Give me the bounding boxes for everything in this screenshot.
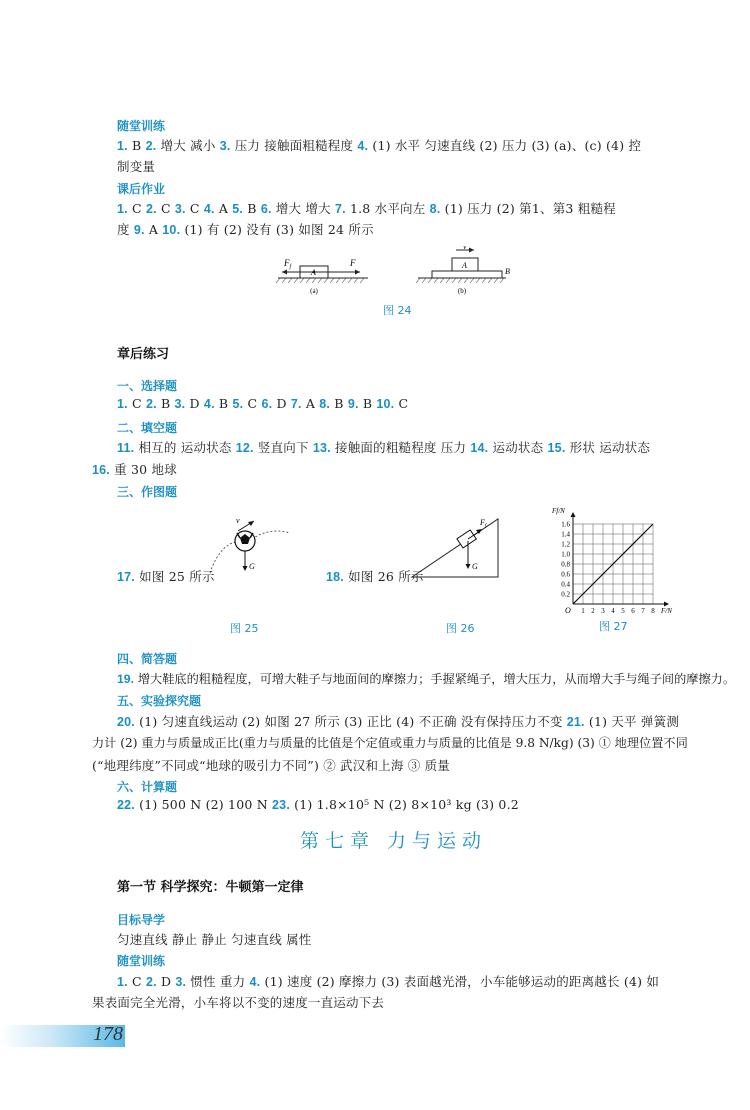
f-label: F xyxy=(350,258,356,268)
origin-label: O xyxy=(565,606,571,615)
section-heading: 三、作图题 xyxy=(117,485,178,499)
answer-line: 制变量 xyxy=(117,159,156,174)
answer-line: 19. 增大鞋底的粗糙程度，可增大鞋子与地面间的摩擦力；手握紧绳子，增大压力，从而增大手与绳子间的摩擦力。 xyxy=(117,672,736,686)
x-tick-label: 7 xyxy=(641,607,645,615)
section-heading: 六、计算题 xyxy=(117,780,178,794)
y-tick-label: 0.2 xyxy=(561,590,570,599)
answer-line: 22. (1) 500 N (2) 100 N 23. (1) 1.8×10⁵ N (2) 8×10³ kg (3) 0.2 xyxy=(117,797,519,812)
answer-line: 度 9. A 10. (1) 有 (2) 没有 (3) 如图 24 所示 xyxy=(117,222,374,237)
page-number: 178 xyxy=(93,1023,123,1045)
figure-caption: 图 25 xyxy=(230,622,259,635)
figure-25 xyxy=(200,513,300,583)
answer-line: (“地理纬度”不同或“地球的吸引力不同”) ② 武汉和上海 ③ 质量 xyxy=(92,758,451,773)
figure-27-chart xyxy=(545,500,685,615)
figure-caption: 图 26 xyxy=(446,622,475,635)
x-tick-label: 6 xyxy=(631,607,635,615)
section-heading: 五、实验探究题 xyxy=(117,694,202,708)
section-heading: 随堂训练 xyxy=(117,119,166,133)
x-tick-label: 5 xyxy=(621,607,625,615)
answer-line: 16. 重 30 地球 xyxy=(92,462,177,477)
v-label: v xyxy=(236,516,240,525)
x-tick-label: 1 xyxy=(581,607,585,615)
x-tick-label: 4 xyxy=(611,607,615,615)
y-tick-label: 1.0 xyxy=(561,550,570,559)
g-label: G xyxy=(472,562,478,571)
ff-label: $F_f$ xyxy=(284,258,292,270)
block-b-label: B xyxy=(505,267,510,276)
section-heading: 随堂训练 xyxy=(117,954,166,968)
x-axis-arrow xyxy=(664,602,669,607)
x-tick-label: 3 xyxy=(601,607,605,615)
x-tick-label: 8 xyxy=(651,607,655,615)
answer-line: 18. 如图 26 所示 xyxy=(326,569,424,584)
chapter-practice-heading: 章后练习 xyxy=(117,347,170,362)
answer-line: 1. B 2. 增大 减小 3. 压力 接触面粗糙程度 4. (1) 水平 匀速直线 (2) 压力 (3) (a)、(c) (4) 控 xyxy=(117,138,642,153)
answer-line: 17. 如图 25 所示 xyxy=(117,569,215,584)
figure-24 xyxy=(270,246,520,298)
figure-caption: 图 27 xyxy=(599,620,628,633)
y-tick-label: 0.6 xyxy=(561,570,570,579)
section-heading: 目标导学 xyxy=(117,913,166,927)
answer-line: 11. 相互的 运动状态 12. 竖直向下 13. 接触面的粗糙程度 压力 14. 运动状态 15. 形状 运动状态 xyxy=(117,440,651,455)
section-heading: 二、填空题 xyxy=(117,421,178,435)
figure-26 xyxy=(410,513,510,579)
lesson-title: 第一节 科学探究：牛顿第一定律 xyxy=(117,880,304,895)
y-tick-label: 1.6 xyxy=(561,520,570,529)
ff-label: $F_f$ xyxy=(480,518,487,529)
answer-line: 果表面完全光滑，小车将以不变的速度一直运动下去 xyxy=(92,995,385,1010)
g-label: G xyxy=(249,562,255,571)
answer-line: 1. C 2. B 3. D 4. B 5. C 6. D 7. A 8. B 9. B 10. C xyxy=(117,396,409,411)
y-tick-label: 0.8 xyxy=(561,560,570,569)
answer-line: 匀速直线 静止 静止 匀速直线 属性 xyxy=(117,932,312,947)
answer-line: 20. (1) 匀速直线运动 (2) 如图 27 所示 (3) 正比 (4) 不正确 没有保持压力不变 21. (1) 天平 弹簧测 xyxy=(117,714,680,729)
y-tick-label: 1.2 xyxy=(561,540,570,549)
y-tick-label: 1.4 xyxy=(561,530,570,539)
v-label: v xyxy=(463,246,467,251)
x-tick-label: 2 xyxy=(591,607,595,615)
answer-line: 力计 (2) 重力与质量成正比(重力与质量的比值是个定值或重力与质量的比值是 9.8 N/kg) (3) ① 地理位置不同 xyxy=(92,736,688,750)
figure-caption: 图 24 xyxy=(383,304,412,317)
section-heading: 四、简答题 xyxy=(117,652,178,666)
y-axis-label: Ff/N xyxy=(552,507,565,515)
chapter-title: 第七章 力与运动 xyxy=(300,830,488,852)
x-axis-label: F/N xyxy=(661,607,672,615)
sub-a: (a) xyxy=(310,287,318,295)
block-a-label: A xyxy=(311,268,316,277)
y-tick-label: 0.4 xyxy=(561,580,570,589)
block-a-label: A xyxy=(462,261,467,270)
answer-line: 1. C 2. C 3. C 4. A 5. B 6. 增大 增大 7. 1.8 水平向左 8. (1) 压力 (2) 第1、第3 粗糙程 xyxy=(117,201,616,216)
answer-line: 1. C 2. D 3. 惯性 重力 4. (1) 速度 (2) 摩擦力 (3) 表面越光滑，小车能够运动的距离越长 (4) 如 xyxy=(117,974,660,989)
y-axis-arrow xyxy=(571,512,576,517)
section-heading: 课后作业 xyxy=(117,182,166,196)
sub-b: (b) xyxy=(457,287,467,295)
section-heading: 一、选择题 xyxy=(117,379,178,393)
